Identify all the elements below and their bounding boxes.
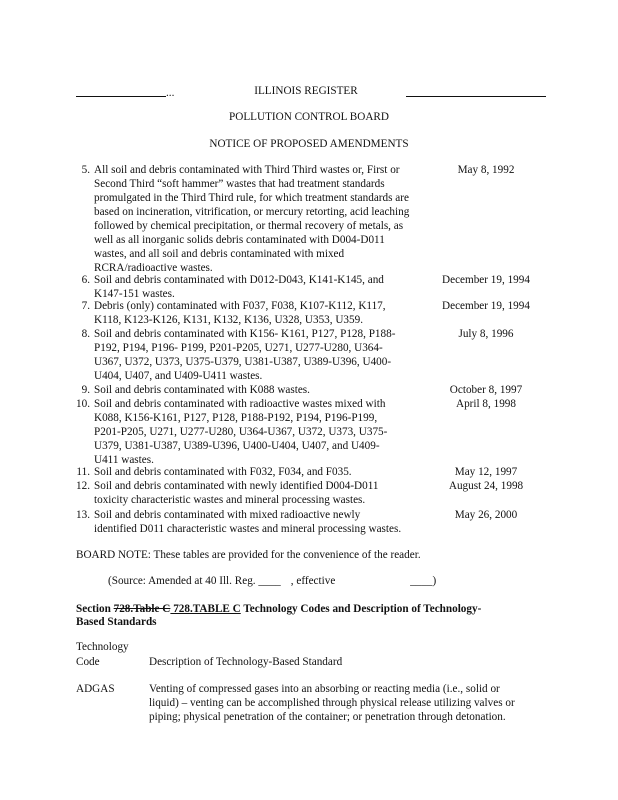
item-number: 6. [81, 274, 90, 286]
item-text [94, 383, 434, 397]
item-line: K118, K123-K126, K131, K132, K136, U328, U353, U359. [94, 314, 364, 326]
item-line: wastes, and all soil and debris contaminated with mixed [94, 248, 345, 260]
item-line: K147-151 wastes. [94, 288, 175, 300]
item-date: October 8, 1997 [449, 384, 523, 396]
item-line: RCRA/radioactive wastes. [94, 262, 213, 274]
item-line: P201-P205, U271, U277-U280, U364-U367, U372, U373, U375- [94, 426, 388, 438]
table-row-code: ADGAS [76, 683, 115, 695]
item-number: 7. [81, 300, 90, 312]
item-text [94, 465, 434, 479]
table-row-description [149, 682, 515, 724]
section-heading [76, 602, 481, 616]
source-prefix: (Source: Amended at 40 Ill. Reg. [108, 575, 259, 587]
source-blank-reg: ____ [258, 575, 281, 587]
item-date: December 19, 1994 [442, 274, 530, 286]
item-line: U404, U407, and U409-U411 wastes. [94, 370, 263, 382]
item-text [94, 299, 434, 327]
item-number: 8. [81, 328, 90, 340]
item-line: Soil and debris contaminated with mixed radioactive newly [94, 509, 361, 521]
item-line: Soil and debris contaminated with K156- K161, P127, P128, P188- [94, 328, 396, 340]
item-line: toxicity characteristic wastes and mineral processing wastes. [94, 494, 366, 506]
item-line: U367, U372, U373, U375-U379, U381-U387, U389-U396, U400- [94, 356, 392, 368]
item-text [94, 479, 434, 507]
item-text [94, 273, 434, 301]
section-inserted-text: 728.TABLE C [170, 603, 241, 615]
item-number: 11. [76, 466, 90, 478]
item-line: U411 wastes. [94, 454, 154, 466]
item-line: identified D011 characteristic wastes and mineral processing wastes. [94, 523, 402, 535]
description-line: liquid) – venting can be accomplished through physical release utilizing valves or [149, 697, 515, 709]
source-blank-date: ____ [410, 575, 433, 587]
item-date: May 8, 1992 [457, 164, 515, 176]
header-dots: ... [166, 87, 175, 99]
item-line: Second Third “soft hammer” wastes that had treatment standards [94, 178, 385, 190]
item-text [94, 397, 434, 467]
item-date: December 19, 1994 [442, 300, 530, 312]
list-item-12 [76, 479, 546, 507]
list-item-9 [76, 383, 546, 397]
item-line: Soil and debris contaminated with radioactive wastes mixed with [94, 398, 386, 410]
list-item-11 [76, 465, 546, 479]
item-line: based on incineration, vitrification, or mercury retorting, acid leaching [94, 206, 410, 218]
source-suffix: ) [432, 575, 437, 587]
section-struck-text: 728.Table C [113, 603, 171, 615]
item-number: 5. [81, 164, 90, 176]
item-line: All soil and debris contaminated with Third Third wastes or, First or [94, 164, 400, 176]
board-note: BOARD NOTE: These tables are provided for the convenience of the reader. [76, 549, 421, 561]
item-line: Soil and debris contaminated with D012-D043, K141-K145, and [94, 274, 384, 286]
notice-title: NOTICE OF PROPOSED AMENDMENTS [209, 138, 409, 150]
header-line: Code [76, 656, 100, 668]
table-col-code-header [76, 640, 129, 669]
list-item-5 [76, 163, 546, 275]
item-date: May 26, 2000 [454, 509, 518, 521]
item-date: July 8, 1996 [458, 328, 514, 340]
item-line: U379, U381-U387, U389-U396, U400-U404, U407, and U409- [94, 440, 380, 452]
item-date: August 24, 1998 [448, 480, 524, 492]
item-date: May 12, 1997 [454, 466, 518, 478]
list-item-10 [76, 397, 546, 467]
item-text [94, 163, 434, 275]
item-line: followed by chemical precipitation, or thermal recovery of metals, as [94, 220, 404, 232]
description-line: Venting of compressed gases into an absorbing or reacting media (i.e., solid or [149, 683, 500, 695]
item-date: April 8, 1998 [456, 398, 516, 410]
list-item-7 [76, 299, 546, 327]
board-title: POLLUTION CONTROL BOARD [229, 111, 389, 123]
item-line: promulgated in the Third Third rule, for which treatment standards are [94, 192, 409, 204]
table-col-description-header: Description of Technology-Based Standard [149, 656, 343, 668]
item-text [94, 508, 434, 536]
item-text [94, 327, 434, 383]
item-number: 12. [76, 480, 90, 492]
section-title: Technology Codes and Description of Technology- [240, 603, 482, 615]
item-line: well as all inorganic solids debris contaminated with D004-D011 [94, 234, 385, 246]
item-number: 13. [76, 509, 90, 521]
description-line: piping; physical penetration of the container; or penetration through detonation. [149, 711, 506, 723]
list-item-6 [76, 273, 546, 301]
source-mid: , effective [290, 575, 339, 587]
item-number: 9. [81, 384, 90, 396]
item-number: 10. [76, 398, 90, 410]
item-line: Debris (only) contaminated with F037, F038, K107-K112, K117, [94, 300, 386, 312]
item-line: Soil and debris contaminated with newly identified D004-D011 [94, 480, 379, 492]
register-title: ILLINOIS REGISTER [206, 84, 406, 98]
list-item-13 [76, 508, 546, 536]
header-line: Technology [76, 641, 129, 653]
item-line: Soil and debris contaminated with F032, F034, and F035. [94, 466, 352, 478]
section-title-cont: Based Standards [76, 616, 157, 628]
section-label: Section [76, 603, 114, 615]
source-note [108, 574, 436, 588]
list-item-8 [76, 327, 546, 383]
item-line: P192, P194, P196- P199, P201-P205, U271, U277-U280, U364- [94, 342, 383, 354]
header-rule-left [76, 96, 166, 97]
item-line: K088, K156-K161, P127, P128, P188-P192, P194, P196-P199, [94, 412, 378, 424]
item-line: Soil and debris contaminated with K088 wastes. [94, 384, 310, 396]
